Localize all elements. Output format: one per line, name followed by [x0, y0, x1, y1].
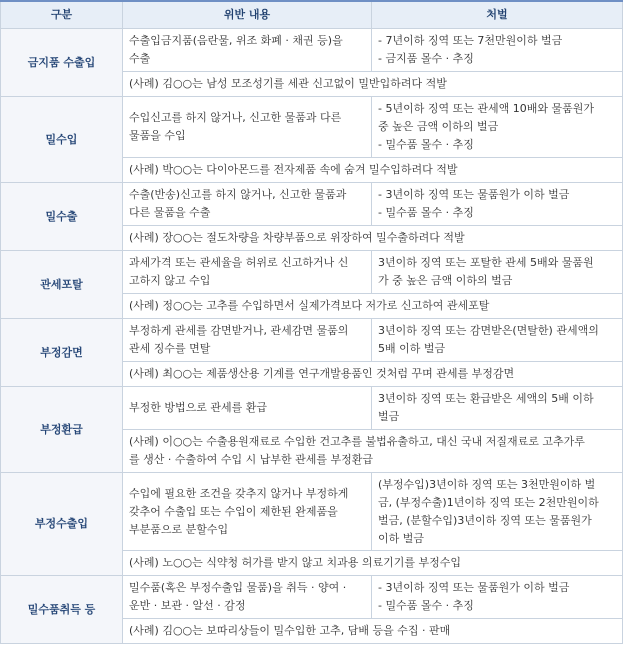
penalty-line: 3년이하 징역 또는 감면받은(면탈한) 관세액의 — [378, 324, 599, 337]
violation-line: 과세가격 또는 관세율을 허위로 신고하거나 신 — [129, 256, 349, 269]
penalty-line: 금, (부정수출)1년이하 징역 또는 2천만원이하 — [378, 495, 599, 509]
case-line: (사례) 김○○는 보따리상들이 밀수입한 고추, 담배 등을 수집 · 판매 — [129, 624, 451, 637]
penalty-line: - 밀수품 몰수 · 추징 — [378, 599, 474, 612]
violation-line: 수출입금지품(음란물, 위조 화폐 · 채권 등)을 — [129, 34, 343, 47]
penalty-line: - 밀수품 몰수 · 추징 — [378, 206, 474, 219]
violation-cell — [123, 97, 372, 158]
case-cell — [123, 619, 623, 644]
penalty-line: 3년이하 징역 또는 환급받은 세액의 5배 이하 — [378, 392, 594, 405]
penalty-line: 중 높은 금액 이하의 벌금 — [378, 120, 499, 133]
table-row — [1, 29, 623, 72]
category-cell: 밀수입 — [1, 97, 123, 183]
penalty-line: - 밀수품 몰수 · 추징 — [378, 138, 474, 151]
table-row — [1, 473, 623, 551]
violation-line: 수입에 필요한 조건을 갖추지 않거나 부정하게 — [129, 486, 349, 500]
penalty-line: (부정수입)3년이하 징역 또는 3천만원이하 벌 — [378, 477, 596, 491]
violation-cell — [123, 319, 372, 362]
case-cell — [123, 226, 623, 251]
case-cell — [123, 430, 623, 473]
category-cell: 밀수품취득 등 — [1, 576, 123, 644]
penalty-line: 벌금 — [378, 410, 400, 423]
category-cell: 밀수출 — [1, 183, 123, 251]
case-line: (사례) 노○○는 식약청 허가를 받지 않고 치과용 의료기기를 부정수입 — [129, 556, 462, 569]
header-category: 구분 — [1, 1, 123, 29]
header-violation: 위반 내용 — [123, 1, 372, 29]
case-line: (사례) 이○○는 수출용원재료로 수입한 건고추를 불법유출하고, 대신 국내 저질재료로 고추가루 — [129, 435, 585, 448]
table-row — [1, 183, 623, 226]
header-penalty: 처벌 — [372, 1, 623, 29]
penalty-line: 가 중 높은 금액 이하의 벌금 — [378, 274, 513, 287]
penalty-cell — [372, 97, 623, 158]
case-line: (사례) 박○○는 다이아몬드를 전자제품 속에 숨겨 밀수입하려다 적발 — [129, 163, 458, 176]
table-row — [1, 251, 623, 294]
violation-line: 부정한 방법으로 관세를 환급 — [129, 401, 268, 414]
violation-cell — [123, 183, 372, 226]
category-cell: 부정환급 — [1, 387, 123, 473]
penalty-cell — [372, 387, 623, 430]
penalty-line: 3년이하 징역 또는 포탈한 관세 5배와 물품원 — [378, 256, 594, 269]
penalty-line: - 5년이하 징역 또는 관세액 10배와 물품원가 — [378, 102, 594, 115]
penalty-line: - 금지품 몰수 · 추징 — [378, 52, 474, 65]
table-row — [1, 97, 623, 158]
case-cell — [123, 362, 623, 387]
violation-line: 수입신고를 하지 않거나, 신고한 물품과 다른 — [129, 111, 342, 124]
table-row — [1, 319, 623, 362]
case-line: (사례) 김○○는 남성 모조성기를 세관 신고없이 밀반입하려다 적발 — [129, 77, 447, 90]
violation-line: 고하지 않고 수입 — [129, 274, 211, 287]
case-line: 를 생산 · 수출하여 수입 시 납부한 관세를 부정환급 — [129, 453, 373, 466]
case-cell — [123, 72, 623, 97]
case-line: (사례) 장○○는 절도차량을 차량부품으로 위장하여 밀수출하려다 적발 — [129, 231, 465, 244]
violation-line: 밀수품(혹은 부정수출입 물품)을 취득 · 양여 · — [129, 581, 347, 594]
violation-line: 관세 징수를 면탈 — [129, 342, 211, 355]
table-row — [1, 576, 623, 619]
penalty-cell — [372, 576, 623, 619]
violation-cell — [123, 387, 372, 430]
case-line: (사례) 정○○는 고추를 수입하면서 실제가격보다 저가로 신고하여 관세포탈 — [129, 299, 490, 312]
violation-line: 운반 · 보관 · 알선 · 감정 — [129, 599, 246, 612]
violation-line: 부정하게 관세를 감면받거나, 관세감면 물품의 — [129, 324, 349, 337]
category-cell: 부정감면 — [1, 319, 123, 387]
case-cell — [123, 551, 623, 576]
penalty-cell — [372, 29, 623, 72]
violation-line: 다른 물품을 수출 — [129, 206, 211, 219]
penalty-line: - 7년이하 징역 또는 7천만원이하 벌금 — [378, 34, 563, 47]
penalty-cell — [372, 183, 623, 226]
header-row — [1, 1, 623, 29]
violation-line: 부분품으로 분할수입 — [129, 522, 229, 536]
violation-line: 수출 — [129, 52, 151, 65]
violation-cell — [123, 576, 372, 619]
penalty-line: - 3년이하 징역 또는 물품원가 이하 벌금 — [378, 581, 570, 594]
violation-cell — [123, 29, 372, 72]
penalty-cell — [372, 473, 623, 551]
violation-line: 갖추어 수출입 또는 수입이 제한된 완제품을 — [129, 504, 338, 518]
penalty-line: 이하 벌금 — [378, 531, 425, 545]
penalty-line: 5배 이하 벌금 — [378, 342, 446, 355]
case-cell — [123, 294, 623, 319]
category-cell: 부정수출입 — [1, 473, 123, 576]
penalty-cell — [372, 251, 623, 294]
case-cell — [123, 158, 623, 183]
violation-cell — [123, 251, 372, 294]
penalty-line: - 3년이하 징역 또는 물품원가 이하 벌금 — [378, 188, 570, 201]
violation-cell — [123, 473, 372, 551]
penalty-line: 벌금, (분할수입)3년이하 징역 또는 물품원가 — [378, 513, 592, 527]
category-cell: 관세포탈 — [1, 251, 123, 319]
case-line: (사례) 최○○는 제품생산용 기계를 연구개발용품인 것처럼 꾸며 관세를 부정감면 — [129, 367, 515, 380]
category-cell: 금지품 수출입 — [1, 29, 123, 97]
penalty-cell — [372, 319, 623, 362]
table-row — [1, 387, 623, 430]
violation-line: 수출(반송)신고를 하지 않거나, 신고한 물품과 — [129, 188, 347, 201]
violation-line: 물품을 수입 — [129, 129, 186, 142]
